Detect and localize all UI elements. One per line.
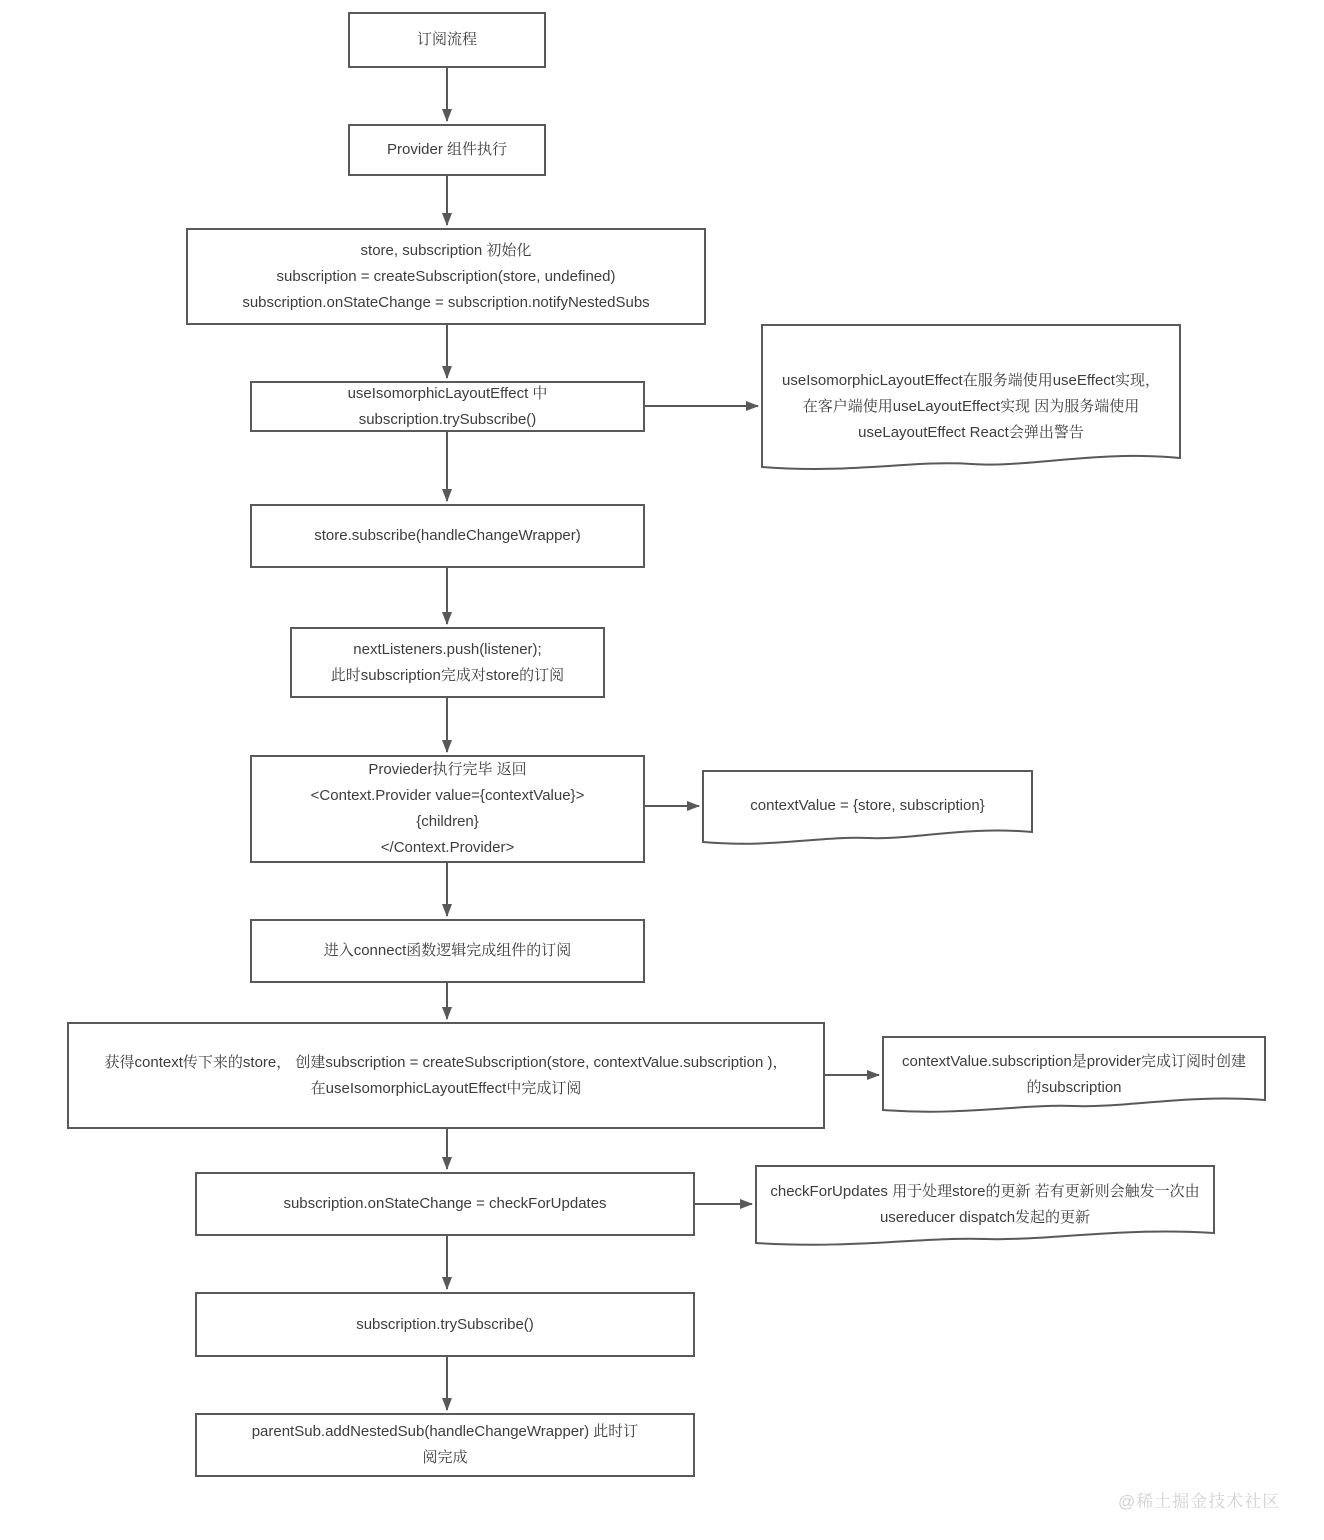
note-subscription-text: contextValue.subscription是provider完成订阅时创建 (901, 1053, 1246, 1070)
node-get-context-text: 在useIsomorphicLayoutEffect中完成订阅 (310, 1079, 582, 1097)
node-store-subscribe-text: store.subscribe(handleChangeWrapper) (314, 527, 581, 544)
node-provider-exec (348, 124, 546, 176)
note-context-value-text: contextValue = {store, subscription} (750, 797, 985, 814)
node-on-state-change-text: subscription.onStateChange = checkForUpdates (283, 1195, 607, 1212)
watermark: @稀土掘金技术社区 (1118, 1492, 1281, 1511)
note-check-for-updates (755, 1165, 1215, 1251)
node-try-subscribe-text: subscription.trySubscribe() (356, 1315, 534, 1333)
node-start (348, 12, 546, 68)
node-init-text: subscription = createSubscription(store, undefined) (276, 267, 616, 285)
node-parent-sub-text: parentSub.addNestedSub(handleChangeWrapper) 此时订 (251, 1423, 639, 1440)
note-subscription (882, 1036, 1266, 1118)
node-init-text: subscription.onStateChange = subscription.notifyNestedSubs (242, 293, 650, 311)
note-context-value (702, 770, 1033, 850)
note-iso-layout-effect (761, 324, 1181, 476)
node-iso-layout-effect-text: subscription.trySubscribe() (358, 410, 537, 428)
note-check-for-updates-text: usereducer dispatch发起的更新 (879, 1209, 1091, 1226)
node-provider-done-text: Provieder执行完毕 返回 (368, 761, 527, 778)
node-provider-exec-text: Provider 组件执行 (386, 141, 508, 158)
note-check-for-updates-text: checkForUpdates 用于处理store的更新 若有更新则会触发一次由 (770, 1183, 1200, 1200)
node-init-text: store, subscription 初始化 (360, 241, 532, 259)
node-provider-done-text: <Context.Provider value={contextValue}> (310, 787, 585, 804)
node-next-listeners (290, 627, 605, 698)
node-on-state-change (195, 1172, 695, 1236)
node-next-listeners-text: 此时subscription完成对store的订阅 (330, 666, 565, 684)
node-start-text: 订阅流程 (416, 31, 477, 48)
node-get-context (67, 1022, 825, 1129)
node-parent-sub (195, 1413, 695, 1477)
node-parent-sub-text: 阅完成 (422, 1449, 468, 1466)
node-provider-done (250, 755, 645, 863)
node-store-subscribe (250, 504, 645, 568)
node-get-context-text: 获得context传下来的store， 创建subscription = createSubscription(store, contextValue.subscription )， (104, 1053, 788, 1071)
node-connect-text: 进入connect函数逻辑完成组件的订阅 (323, 942, 572, 959)
note-subscription-text: 的subscription (1026, 1079, 1122, 1096)
node-try-subscribe (195, 1292, 695, 1357)
node-provider-done-text: {children} (416, 813, 479, 830)
note-iso-text: useIsomorphicLayoutEffect在服务端使用useEffect实现， (782, 372, 1160, 389)
node-provider-done-text: </Context.Provider> (380, 839, 515, 856)
node-connect (250, 919, 645, 983)
node-iso-layout-effect-text: useIsomorphicLayoutEffect 中 (347, 384, 548, 402)
note-iso-text: 在客户端使用useLayoutEffect实现 因为服务端使用 (802, 398, 1140, 415)
note-iso-text: useLayoutEffect React会弹出警告 (858, 424, 1084, 441)
node-init (186, 228, 706, 325)
node-iso-layout-effect (250, 381, 645, 432)
node-next-listeners-text: nextListeners.push(listener); (353, 640, 542, 658)
